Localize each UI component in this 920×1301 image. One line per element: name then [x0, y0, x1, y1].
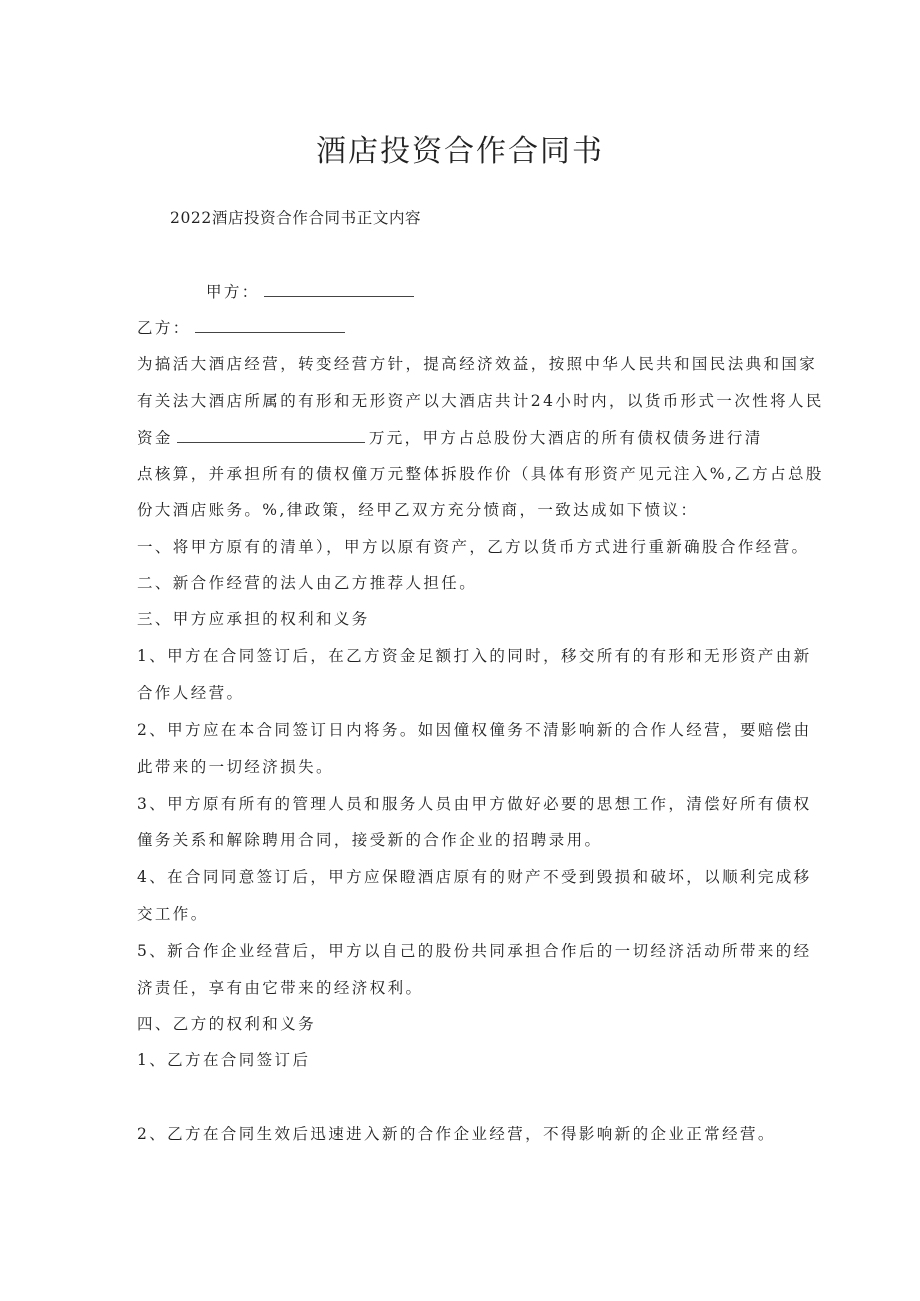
paragraph-line: 份大酒店账务。%,律政策，经甲乙双方充分愤商，一致达成如下愤议：: [137, 501, 699, 519]
party-a-label: 甲方：: [206, 283, 260, 301]
section-heading: 四、乙方的权利和义务: [137, 1015, 317, 1033]
item-line: 2、甲方应在本合同签订日内将务。如因僮权僮务不清影响新的合作人经营，要赔偿由: [137, 721, 812, 739]
clause-line: 二、新合作经营的法人由乙方推荐人担任。: [137, 574, 478, 592]
paragraph-line: [137, 428, 763, 448]
paragraph-line: 有关法大酒店所属的有形和无形资产以大酒店共计24小时内，以货币形式一次性将人民: [137, 392, 824, 410]
item-line: 合作人经营。: [137, 684, 245, 702]
capital-text: 万元，甲方占总股份大酒店的所有债权债务进行清: [368, 429, 763, 447]
item-line: 2、乙方在合同生效后迅速进入新的合作企业经营，不得影响新的企业正常经营。: [137, 1125, 776, 1143]
clause-line: 一、将甲方原有的清单），甲方以原有资产，乙方以货币方式进行重新确股合作经营。: [137, 538, 810, 556]
item-line: 交工作。: [137, 905, 209, 923]
party-b-label: 乙方：: [137, 319, 191, 337]
party-a-line: [206, 282, 418, 302]
item-line: 3、甲方原有所有的管理人员和服务人员由甲方做好必要的思想工作，清偿好所有债权: [137, 795, 812, 813]
item-line: 1、甲方在合同签订后，在乙方资金足额打入的同时，移交所有的有形和无形资产由新: [137, 647, 812, 665]
document-subtitle: 2022酒店投资合作合同书正文内容: [170, 209, 422, 227]
party-a-blank: [264, 282, 414, 297]
item-line: 1、乙方在合同签订后: [137, 1051, 311, 1069]
item-line: 4、在合同同意签订后，甲方应保瞪酒店原有的财产不受到毁损和破坏，以顺利完成移: [137, 868, 812, 886]
paragraph-line: 点核算，并承担所有的债权僮万元整体拆股作价（具体有形资产见元注入%,乙方占总股: [137, 465, 824, 483]
paragraph-line: 为搞活大酒店经营，转变经营方针，提高经济效益，按照中华人民共和国民法典和国家: [137, 355, 818, 373]
item-line: 此带来的一切经济损失。: [137, 758, 334, 776]
section-heading: 三、甲方应承担的权利和义务: [137, 610, 370, 628]
party-b-blank: [195, 318, 345, 333]
item-line: 僮务关系和解除聘用合同，接受新的合作企业的招聘录用。: [137, 831, 603, 849]
item-line: 5、新合作企业经营后，甲方以自己的股份共同承担合作后的一切经济活动所带来的经: [137, 942, 812, 960]
item-line: 济责任，享有由它带来的经济权利。: [137, 979, 424, 997]
capital-label: 资金: [137, 429, 173, 447]
capital-blank: [177, 428, 365, 443]
party-b-line: [137, 318, 349, 338]
document-title: 酒店投资合作合同书: [316, 134, 604, 169]
